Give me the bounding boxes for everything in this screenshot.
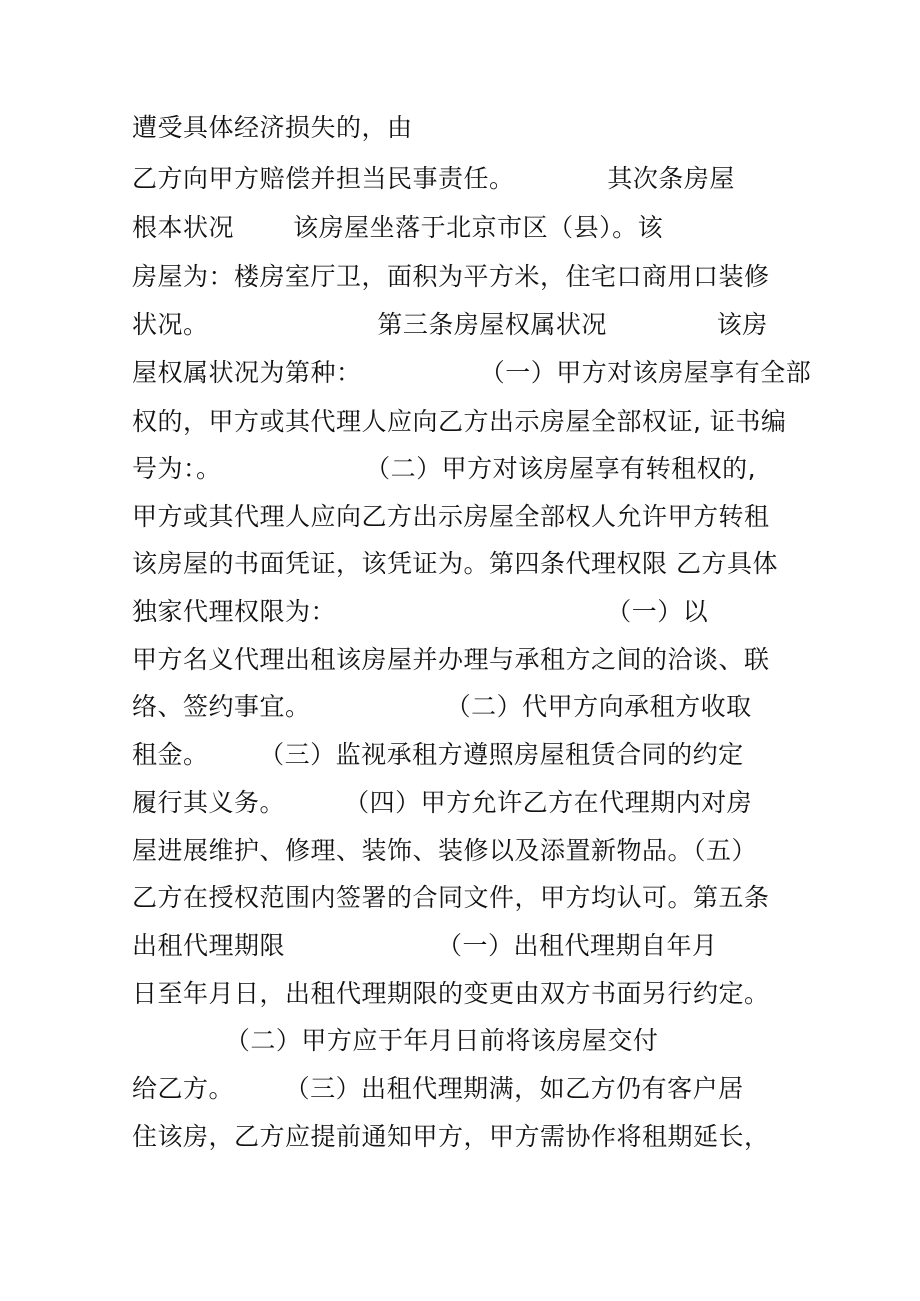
text-line: 履行其义务。 （四）甲方允许乙方在代理期内对房 <box>132 788 753 817</box>
text-line: 络、签约事宜。 （二）代甲方向承租方收取 <box>132 692 752 721</box>
text-line: 房屋为：楼房室厅卫，面积为平方米，住宅口商用口装修 <box>132 262 770 291</box>
text-line: 给乙方。 （三）出租代理期满，如乙方仍有客户居 <box>132 1074 744 1103</box>
text-line: 号为：。 （二）甲方对该房屋享有转租权的, <box>132 454 757 483</box>
text-line: 权的，甲方或其代理人应向乙方出示房屋全部权证, 证书编 <box>132 407 787 436</box>
text-line: 甲方或其代理人应向乙方出示房屋全部权人允许甲方转租 <box>132 502 770 531</box>
text-line: 租金。 （三）监视承租方遵照房屋租赁合同的约定 <box>132 740 744 769</box>
text-line: 甲方名义代理出租该房屋并办理与承租方之间的洽谈、联 <box>132 645 770 674</box>
text-line: 出租代理期限 （一）出租代理期自年月 <box>132 931 718 960</box>
text-line: 乙方在授权范围内签署的合同文件，甲方均认可。第五条 <box>132 883 770 912</box>
text-line: 遭受具体经济损失的，由 <box>132 113 413 142</box>
text-line: 乙方向甲方赔偿并担当民事责任。 其次条房屋 <box>132 164 735 193</box>
text-line: 独家代理权限为： （一）以 <box>132 597 709 626</box>
text-line: 该房屋的书面凭证，该凭证为。第四条代理权限 乙方具体 <box>132 549 778 578</box>
text-line: 日至年月日，出租代理期限的变更由双方书面另行约定。 <box>132 979 770 1008</box>
text-line: 住该房，乙方应提前通知甲方，甲方需协作将租期延长， <box>132 1122 770 1151</box>
text-line: 根本状况 该房屋坐落于北京市区（县）。该 <box>132 213 664 242</box>
text-line: 屋进展维护、修理、装饰、装修以及添置新物品。（五） <box>132 836 758 865</box>
text-line: （二）甲方应于年月日前将该房屋交付 <box>132 1026 659 1055</box>
text-line: 屋权属状况为第种： （一）甲方对该房屋享有全部 <box>132 358 812 387</box>
text-line: 状况。 第三条房屋权属状况 该房 <box>132 310 768 339</box>
